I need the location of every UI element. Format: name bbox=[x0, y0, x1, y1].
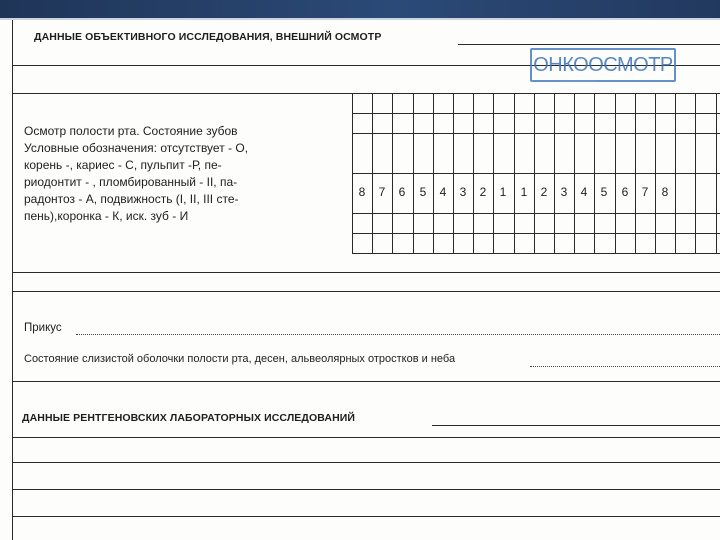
tooth-number: 2 bbox=[540, 185, 548, 199]
teeth-grid-row-line bbox=[352, 233, 720, 234]
teeth-grid-col-line bbox=[615, 93, 616, 253]
teeth-legend-line: радонтоз - А, подвижность (I, II, III сте- bbox=[24, 192, 239, 206]
tooth-number: 7 bbox=[641, 185, 649, 199]
teeth-grid-row-line bbox=[352, 113, 720, 114]
bite-fill-line bbox=[76, 334, 720, 335]
tooth-number: 4 bbox=[439, 185, 447, 199]
tooth-number: 5 bbox=[600, 185, 608, 199]
teeth-grid-col-line bbox=[655, 93, 656, 253]
form-line bbox=[12, 516, 720, 517]
teeth-grid-row-line bbox=[352, 173, 720, 174]
teeth-legend bbox=[24, 123, 344, 225]
teeth-grid-col-line bbox=[635, 93, 636, 253]
tooth-number: 3 bbox=[459, 185, 467, 199]
form-line bbox=[12, 291, 720, 292]
tooth-number: 2 bbox=[479, 185, 487, 199]
teeth-grid-col-line bbox=[433, 93, 434, 253]
mucosa-label: Состояние слизистой оболочки полости рта, десен, альвеолярных отростков и неба bbox=[24, 353, 456, 365]
tooth-number: 5 bbox=[419, 185, 427, 199]
tooth-number: 8 bbox=[358, 185, 366, 199]
form-line bbox=[12, 489, 720, 490]
tooth-number: 1 bbox=[499, 185, 507, 199]
teeth-grid-col-line bbox=[695, 93, 696, 253]
teeth-legend-line: Условные обозначения: отсутствует - О, bbox=[24, 141, 249, 155]
teeth-legend-line: Осмотр полости рта. Состояние зубов bbox=[24, 124, 238, 138]
teeth-grid-col-line bbox=[675, 93, 676, 253]
teeth-grid-col-line bbox=[473, 93, 474, 253]
teeth-grid-col-line bbox=[352, 93, 353, 253]
teeth-grid-row-line bbox=[352, 133, 720, 134]
teeth-grid-col-line bbox=[372, 93, 373, 253]
mucosa-fill-line bbox=[530, 366, 720, 367]
slide-header-bar bbox=[0, 0, 720, 20]
xray-section-title: ДАННЫЕ РЕНТГЕНОВСКИХ ЛАБОРАТОРНЫХ ИССЛЕДОВАНИЙ bbox=[22, 412, 356, 424]
teeth-grid-col-line bbox=[716, 93, 717, 253]
tooth-number: 4 bbox=[580, 185, 588, 199]
teeth-grid-row-line bbox=[352, 253, 720, 254]
teeth-grid-col-line bbox=[534, 93, 535, 253]
form-line bbox=[12, 381, 720, 382]
tooth-number: 3 bbox=[560, 185, 568, 199]
tooth-number: 6 bbox=[398, 185, 406, 199]
tooth-number: 1 bbox=[520, 185, 528, 199]
teeth-grid-col-line bbox=[574, 93, 575, 253]
form-line bbox=[12, 462, 720, 463]
form-line bbox=[12, 272, 720, 273]
teeth-grid-col-line bbox=[493, 93, 494, 253]
bite-label: Прикус bbox=[24, 322, 62, 334]
exam-section-title: ДАННЫЕ ОБЪЕКТИВНОГО ИССЛЕДОВАНИЯ, ВНЕШНИЙ ОСМОТР bbox=[34, 31, 382, 43]
tooth-number: 8 bbox=[661, 185, 669, 199]
stamp-mark bbox=[560, 80, 596, 82]
teeth-legend-line: пень),коронка - К, иск. зуб - И bbox=[24, 209, 189, 223]
teeth-grid-col-line bbox=[594, 93, 595, 253]
teeth-grid-col-line bbox=[453, 93, 454, 253]
tooth-number: 6 bbox=[621, 185, 629, 199]
teeth-chart-grid bbox=[352, 93, 720, 253]
tooth-number: 7 bbox=[378, 185, 386, 199]
oncology-exam-stamp: ОНКООСМОТР bbox=[530, 48, 676, 82]
teeth-grid-col-line bbox=[413, 93, 414, 253]
form-line bbox=[12, 437, 720, 438]
teeth-grid-row-line bbox=[352, 213, 720, 214]
teeth-grid-col-line bbox=[554, 93, 555, 253]
teeth-legend-line: корень -, кариес - С, пульпит -Р, пе- bbox=[24, 158, 222, 172]
teeth-grid-row-line bbox=[352, 93, 720, 94]
teeth-legend-line: риодонтит - , пломбированный - II, па- bbox=[24, 175, 238, 189]
exam-title-fill-line bbox=[458, 44, 720, 45]
teeth-grid-col-line bbox=[514, 93, 515, 253]
xray-title-fill-line bbox=[432, 425, 720, 426]
teeth-grid-col-line bbox=[392, 93, 393, 253]
